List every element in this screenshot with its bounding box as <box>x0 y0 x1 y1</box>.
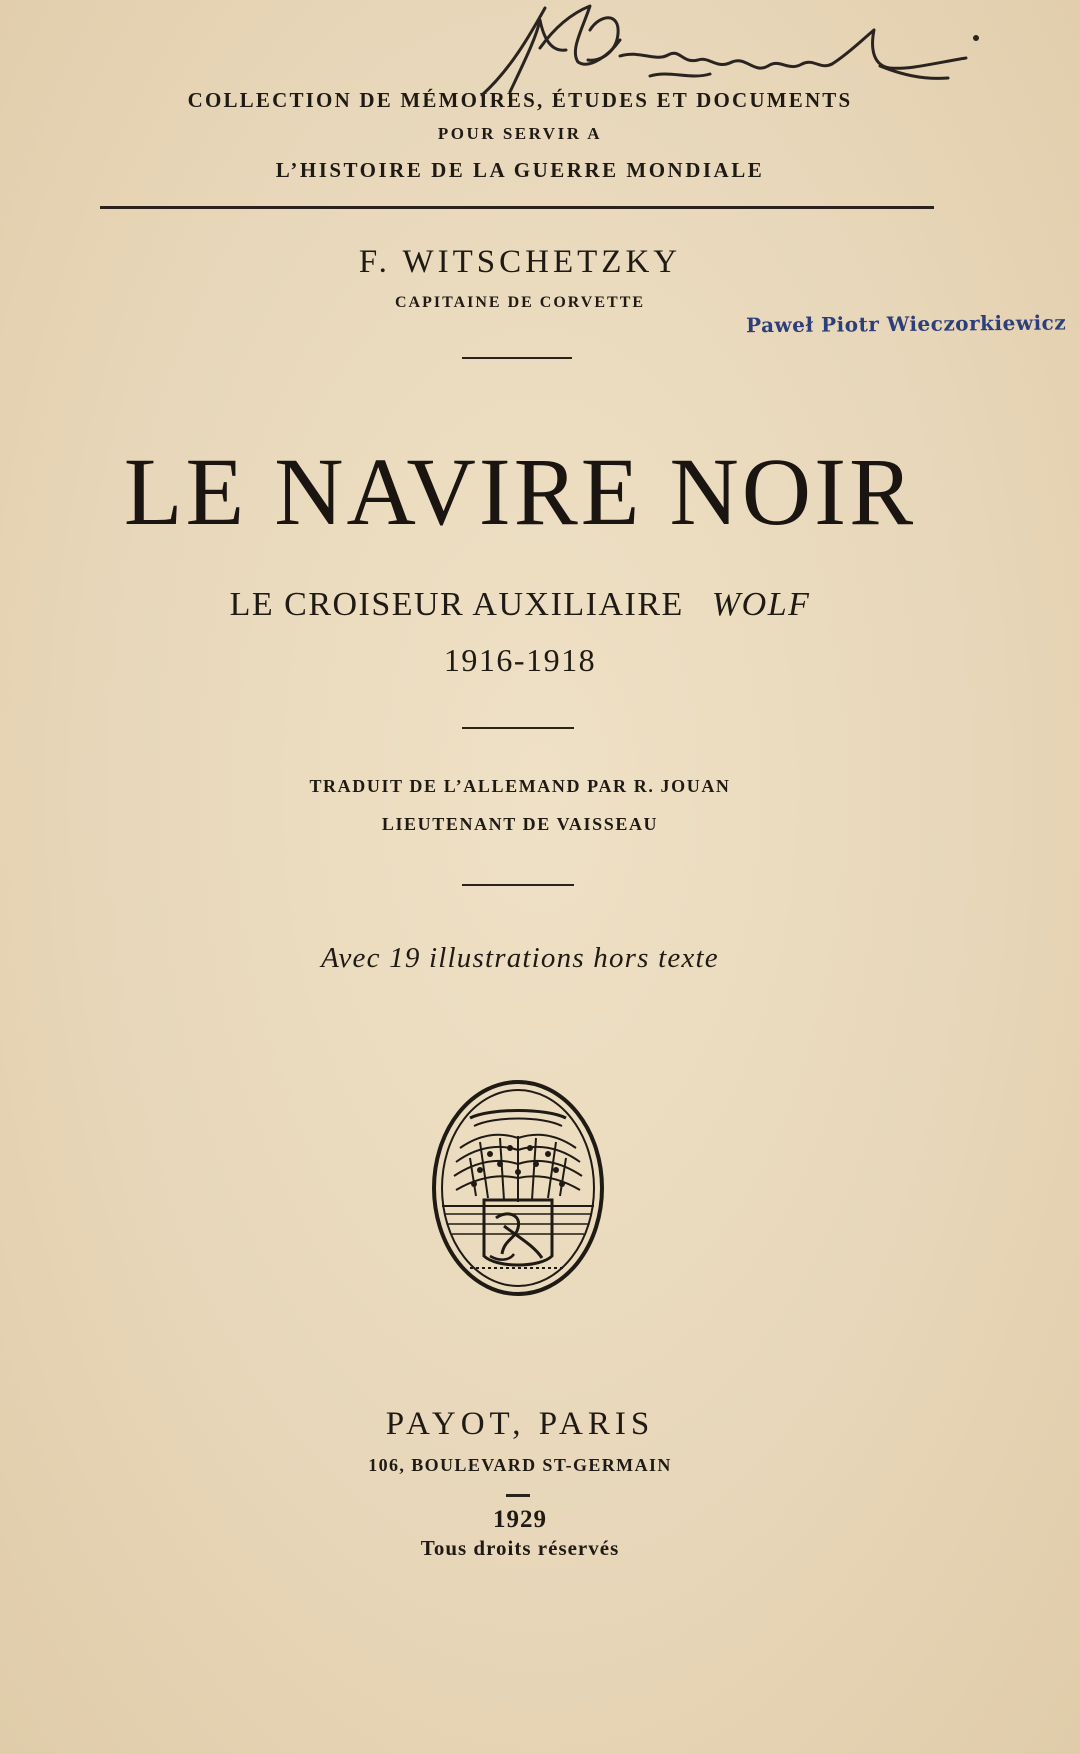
series-header-line-3: L’HISTOIRE DE LA GUERRE MONDIALE <box>275 158 765 182</box>
author-rank: CAPITAINE DE CORVETTE <box>394 294 646 311</box>
series-header-line-2: POUR SERVIR A <box>437 124 603 143</box>
series-header-line-1: COLLECTION DE MÉMOIRES, ÉTUDES ET DOCUMENTS <box>187 88 853 112</box>
translation-divider <box>462 884 574 886</box>
rights-notice: Tous droits réservés <box>420 1536 620 1560</box>
handwritten-signature <box>470 0 990 110</box>
author-name: F. WITSCHETZKY <box>358 244 682 280</box>
header-divider <box>100 206 934 209</box>
subtitle-ship-name: WOLF <box>711 586 811 623</box>
translator-rank: LIEUTENANT DE VAISSEAU <box>381 814 659 834</box>
publication-year: 1929 <box>493 1506 547 1533</box>
book-subtitle <box>0 586 1040 624</box>
author-divider <box>462 357 572 359</box>
illustrations-note: Avec 19 illustrations hors texte <box>321 942 719 974</box>
subtitle-divider <box>462 727 574 729</box>
publisher-name: PAYOT, PARIS <box>385 1406 655 1442</box>
publisher-address: 106, BOULEVARD ST-GERMAIN <box>368 1455 672 1475</box>
book-title: LE NAVIRE NOIR <box>123 438 917 545</box>
subtitle-prefix: LE CROISEUR AUXILIAIRE <box>229 586 684 623</box>
translator-line: TRADUIT DE L’ALLEMAND PAR R. JOUAN <box>309 776 731 796</box>
ownership-stamp: Paweł Piotr Wieczorkiewicz <box>745 310 1067 338</box>
publisher-divider <box>506 1494 530 1497</box>
book-years: 1916-1918 <box>443 642 597 678</box>
publisher-emblem-icon <box>430 1078 606 1298</box>
